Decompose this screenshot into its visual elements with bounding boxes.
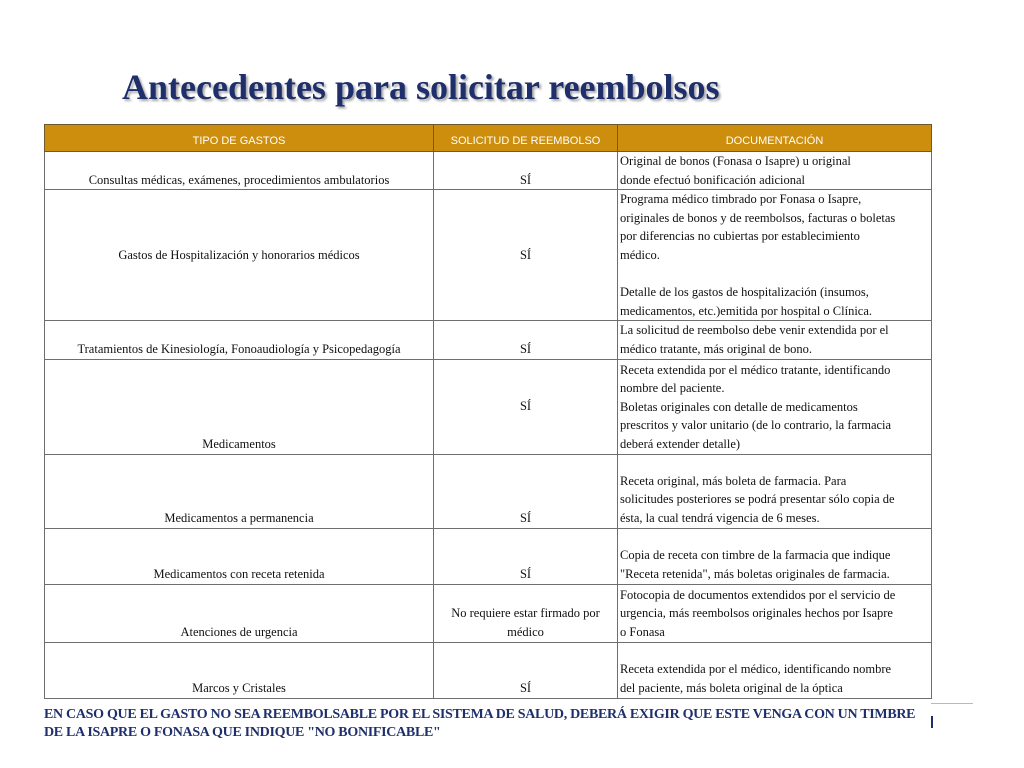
doc-line: urgencia, más reembolsos originales hechos por Isapre xyxy=(620,606,893,621)
decorative-tick xyxy=(931,716,933,728)
doc-line: o Fonasa xyxy=(620,624,665,639)
cell-solicitud: SÍ xyxy=(434,359,618,454)
doc-line: Programa médico timbrado por Fonasa o Isapre, xyxy=(620,192,862,207)
doc-line: médico. xyxy=(620,247,660,262)
doc-line: donde efectuó bonificación adicional xyxy=(620,172,805,187)
cell-documentacion xyxy=(618,528,932,584)
doc-line: nombre del paciente. xyxy=(620,381,725,396)
doc-line: del paciente, más boleta original de la óptica xyxy=(620,680,843,695)
cell-tipo: Medicamentos xyxy=(45,359,434,454)
doc-line: por diferencias no cubiertas por establecimiento xyxy=(620,229,860,244)
table-row xyxy=(45,190,932,321)
cell-solicitud: SÍ xyxy=(434,528,618,584)
doc-line: Original de bonos (Fonasa o Isapre) u original xyxy=(620,154,851,168)
cell-solicitud: SÍ xyxy=(434,190,618,321)
cell-documentacion xyxy=(618,152,932,190)
cell-documentacion xyxy=(618,321,932,359)
cell-tipo: Atenciones de urgencia xyxy=(45,584,434,642)
doc-line: solicitudes posteriores se podrá presentar sólo copia de xyxy=(620,492,895,507)
cell-documentacion xyxy=(618,584,932,642)
table-row xyxy=(45,454,932,528)
doc-line: Boletas originales con detalle de medicamentos xyxy=(620,399,858,414)
cell-solicitud: SÍ xyxy=(434,152,618,190)
decorative-divider xyxy=(931,703,973,704)
doc-line: originales de bonos y de reembolsos, facturas o boletas xyxy=(620,210,896,225)
cell-tipo: Medicamentos a permanencia xyxy=(45,454,434,528)
cell-documentacion xyxy=(618,454,932,528)
doc-line xyxy=(620,265,929,284)
doc-line: ésta, la cual tendrá vigencia de 6 meses. xyxy=(620,510,820,525)
doc-line: Copia de receta con timbre de la farmacia que indique xyxy=(620,548,891,563)
header-solicitud-de-reembolso: SOLICITUD DE REEMBOLSO xyxy=(434,125,618,152)
cell-documentacion xyxy=(618,190,932,321)
cell-tipo: Consultas médicas, exámenes, procedimientos ambulatorios xyxy=(45,152,434,190)
reimbursement-table xyxy=(44,124,932,699)
cell-documentacion xyxy=(618,642,932,698)
cell-solicitud: No requiere estar firmado por médico xyxy=(434,584,618,642)
doc-line: Receta original, más boleta de farmacia. Para xyxy=(620,473,847,488)
doc-line: La solicitud de reembolso debe venir extendida por el xyxy=(620,323,889,338)
header-documentacion: DOCUMENTACIÓN xyxy=(618,125,932,152)
cell-tipo: Marcos y Cristales xyxy=(45,642,434,698)
header-tipo-de-gastos: TIPO DE GASTOS xyxy=(45,125,434,152)
cell-solicitud: SÍ xyxy=(434,642,618,698)
doc-line: "Receta retenida", más boletas originales de farmacia. xyxy=(620,566,890,581)
doc-line: Receta extendida por el médico tratante, identificando xyxy=(620,362,891,377)
table-row xyxy=(45,642,932,698)
doc-line: deberá extender detalle) xyxy=(620,436,741,451)
table-header-row xyxy=(45,125,932,152)
cell-tipo: Gastos de Hospitalización y honorarios médicos xyxy=(45,190,434,321)
table-row xyxy=(45,359,932,454)
cell-tipo: Medicamentos con receta retenida xyxy=(45,528,434,584)
doc-line: prescritos y valor unitario (de lo contrario, la farmacia xyxy=(620,418,892,433)
doc-line: Receta extendida por el médico, identificando nombre xyxy=(620,662,892,677)
table-row xyxy=(45,528,932,584)
table-row xyxy=(45,321,932,359)
table-row xyxy=(45,152,932,190)
table-row xyxy=(45,584,932,642)
cell-tipo: Tratamientos de Kinesiología, Fonoaudiología y Psicopedagogía xyxy=(45,321,434,359)
page-title: Antecedentes para solicitar reembolsos xyxy=(122,67,720,107)
doc-line: medicamentos, etc.)emitida por hospital o Clínica. xyxy=(620,303,873,318)
doc-line: Fotocopia de documentos extendidos por el servicio de xyxy=(620,587,896,602)
footer-note: EN CASO QUE EL GASTO NO SEA REEMBOLSABLE POR EL SISTEMA DE SALUD, DEBERÁ EXIGIR QUE ESTE VENGA CON UN TIMBRE DE LA ISAPRE O FONASA QUE INDIQUE "NO BONIFICABLE" xyxy=(44,707,916,740)
cell-documentacion xyxy=(618,359,932,454)
doc-line: Detalle de los gastos de hospitalización (insumos, xyxy=(620,285,869,300)
cell-solicitud: SÍ xyxy=(434,454,618,528)
doc-line: médico tratante, más original de bono. xyxy=(620,341,812,356)
cell-solicitud: SÍ xyxy=(434,321,618,359)
